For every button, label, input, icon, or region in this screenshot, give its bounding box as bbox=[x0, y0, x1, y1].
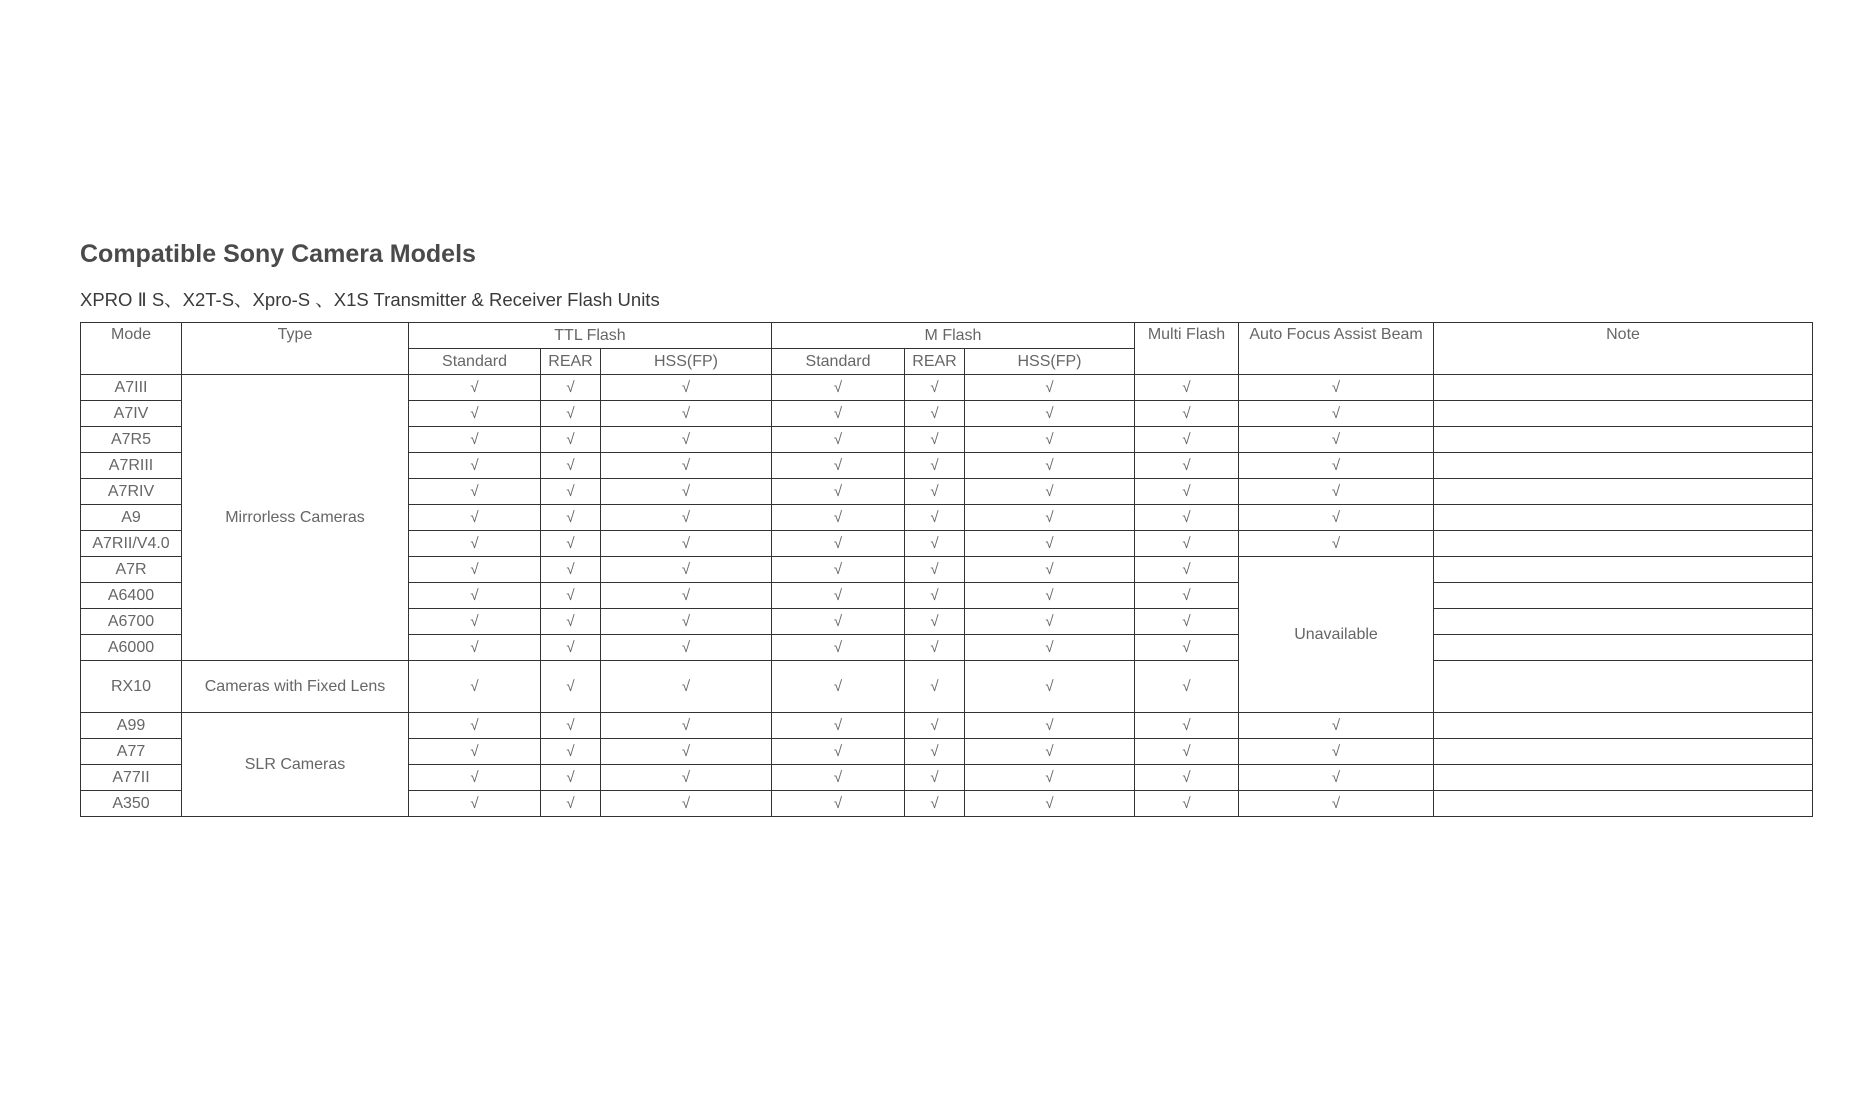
m-rear-check: √ bbox=[905, 583, 965, 609]
note-cell bbox=[1434, 453, 1813, 479]
multi-flash-check: √ bbox=[1135, 713, 1239, 739]
compatibility-table bbox=[80, 322, 1813, 817]
ttl-standard-check: √ bbox=[409, 713, 541, 739]
mode-cell: A9 bbox=[81, 505, 182, 531]
multi-flash-check: √ bbox=[1135, 401, 1239, 427]
af-assist-check: √ bbox=[1239, 375, 1434, 401]
note-cell bbox=[1434, 791, 1813, 817]
ttl-rear-check: √ bbox=[541, 583, 601, 609]
af-assist-check: √ bbox=[1239, 739, 1434, 765]
header-ttl-flash: TTL Flash bbox=[409, 323, 772, 349]
m-standard-check: √ bbox=[772, 661, 905, 713]
af-assist-check: √ bbox=[1239, 791, 1434, 817]
ttl-hss-check: √ bbox=[601, 531, 772, 557]
m-hss-check: √ bbox=[965, 791, 1135, 817]
note-cell bbox=[1434, 401, 1813, 427]
m-rear-check: √ bbox=[905, 713, 965, 739]
mode-cell: A7R bbox=[81, 557, 182, 583]
note-cell bbox=[1434, 661, 1813, 713]
m-hss-check: √ bbox=[965, 557, 1135, 583]
mode-cell: A7IV bbox=[81, 401, 182, 427]
ttl-hss-check: √ bbox=[601, 713, 772, 739]
header-m-standard: Standard bbox=[772, 349, 905, 375]
note-cell bbox=[1434, 557, 1813, 583]
note-cell bbox=[1434, 375, 1813, 401]
type-cell-slr: SLR Cameras bbox=[182, 713, 409, 817]
note-cell bbox=[1434, 531, 1813, 557]
ttl-standard-check: √ bbox=[409, 505, 541, 531]
ttl-hss-check: √ bbox=[601, 739, 772, 765]
ttl-rear-check: √ bbox=[541, 791, 601, 817]
m-rear-check: √ bbox=[905, 739, 965, 765]
af-assist-check: √ bbox=[1239, 531, 1434, 557]
type-cell-mirrorless: Mirrorless Cameras bbox=[182, 375, 409, 661]
ttl-hss-check: √ bbox=[601, 375, 772, 401]
ttl-hss-check: √ bbox=[601, 635, 772, 661]
ttl-rear-check: √ bbox=[541, 505, 601, 531]
ttl-standard-check: √ bbox=[409, 583, 541, 609]
note-cell bbox=[1434, 479, 1813, 505]
m-standard-check: √ bbox=[772, 505, 905, 531]
multi-flash-check: √ bbox=[1135, 531, 1239, 557]
multi-flash-check: √ bbox=[1135, 583, 1239, 609]
m-hss-check: √ bbox=[965, 609, 1135, 635]
ttl-standard-check: √ bbox=[409, 739, 541, 765]
multi-flash-check: √ bbox=[1135, 427, 1239, 453]
ttl-hss-check: √ bbox=[601, 505, 772, 531]
af-assist-check: √ bbox=[1239, 765, 1434, 791]
m-rear-check: √ bbox=[905, 557, 965, 583]
m-standard-check: √ bbox=[772, 557, 905, 583]
mode-cell: A7R5 bbox=[81, 427, 182, 453]
ttl-hss-check: √ bbox=[601, 791, 772, 817]
multi-flash-check: √ bbox=[1135, 505, 1239, 531]
ttl-standard-check: √ bbox=[409, 791, 541, 817]
m-hss-check: √ bbox=[965, 765, 1135, 791]
af-assist-check: √ bbox=[1239, 505, 1434, 531]
m-standard-check: √ bbox=[772, 479, 905, 505]
header-m-flash: M Flash bbox=[772, 323, 1135, 349]
ttl-standard-check: √ bbox=[409, 479, 541, 505]
m-hss-check: √ bbox=[965, 453, 1135, 479]
m-rear-check: √ bbox=[905, 479, 965, 505]
mode-cell: A350 bbox=[81, 791, 182, 817]
m-standard-check: √ bbox=[772, 713, 905, 739]
ttl-rear-check: √ bbox=[541, 375, 601, 401]
ttl-hss-check: √ bbox=[601, 583, 772, 609]
m-hss-check: √ bbox=[965, 531, 1135, 557]
af-assist-check: √ bbox=[1239, 453, 1434, 479]
note-cell bbox=[1434, 505, 1813, 531]
note-cell bbox=[1434, 609, 1813, 635]
mode-cell: A7RIII bbox=[81, 453, 182, 479]
af-assist-check: √ bbox=[1239, 427, 1434, 453]
m-hss-check: √ bbox=[965, 713, 1135, 739]
m-hss-check: √ bbox=[965, 375, 1135, 401]
header-type: Type bbox=[182, 323, 409, 375]
m-standard-check: √ bbox=[772, 635, 905, 661]
m-hss-check: √ bbox=[965, 739, 1135, 765]
m-rear-check: √ bbox=[905, 531, 965, 557]
ttl-rear-check: √ bbox=[541, 661, 601, 713]
af-assist-check: √ bbox=[1239, 401, 1434, 427]
m-hss-check: √ bbox=[965, 583, 1135, 609]
page-subtitle: XPRO Ⅱ S、X2T-S、Xpro-S 、X1S Transmitter & Receiver Flash Units bbox=[80, 289, 660, 310]
m-standard-check: √ bbox=[772, 427, 905, 453]
mode-cell: A6700 bbox=[81, 609, 182, 635]
table-row bbox=[81, 375, 1813, 401]
table-row bbox=[81, 661, 1813, 713]
header-af-assist-beam: Auto Focus Assist Beam bbox=[1239, 323, 1434, 375]
header-note: Note bbox=[1434, 323, 1813, 375]
m-rear-check: √ bbox=[905, 661, 965, 713]
mode-cell: A7III bbox=[81, 375, 182, 401]
af-assist-check: √ bbox=[1239, 713, 1434, 739]
ttl-standard-check: √ bbox=[409, 401, 541, 427]
ttl-hss-check: √ bbox=[601, 427, 772, 453]
ttl-rear-check: √ bbox=[541, 479, 601, 505]
af-assist-check: √ bbox=[1239, 479, 1434, 505]
m-standard-check: √ bbox=[772, 531, 905, 557]
m-hss-check: √ bbox=[965, 427, 1135, 453]
ttl-hss-check: √ bbox=[601, 401, 772, 427]
mode-cell: A99 bbox=[81, 713, 182, 739]
ttl-standard-check: √ bbox=[409, 609, 541, 635]
ttl-rear-check: √ bbox=[541, 609, 601, 635]
multi-flash-check: √ bbox=[1135, 661, 1239, 713]
ttl-rear-check: √ bbox=[541, 427, 601, 453]
ttl-hss-check: √ bbox=[601, 453, 772, 479]
ttl-rear-check: √ bbox=[541, 453, 601, 479]
m-rear-check: √ bbox=[905, 401, 965, 427]
ttl-hss-check: √ bbox=[601, 661, 772, 713]
header-ttl-rear: REAR bbox=[541, 349, 601, 375]
m-hss-check: √ bbox=[965, 401, 1135, 427]
multi-flash-check: √ bbox=[1135, 609, 1239, 635]
m-rear-check: √ bbox=[905, 609, 965, 635]
multi-flash-check: √ bbox=[1135, 479, 1239, 505]
ttl-rear-check: √ bbox=[541, 635, 601, 661]
af-assist-unavailable-cell: Unavailable bbox=[1239, 557, 1434, 713]
ttl-rear-check: √ bbox=[541, 765, 601, 791]
multi-flash-check: √ bbox=[1135, 635, 1239, 661]
mode-cell: A6400 bbox=[81, 583, 182, 609]
ttl-rear-check: √ bbox=[541, 739, 601, 765]
ttl-standard-check: √ bbox=[409, 531, 541, 557]
m-standard-check: √ bbox=[772, 609, 905, 635]
m-rear-check: √ bbox=[905, 635, 965, 661]
header-m-hss: HSS(FP) bbox=[965, 349, 1135, 375]
ttl-standard-check: √ bbox=[409, 635, 541, 661]
m-rear-check: √ bbox=[905, 505, 965, 531]
m-rear-check: √ bbox=[905, 765, 965, 791]
mode-cell: A6000 bbox=[81, 635, 182, 661]
mode-cell: A77 bbox=[81, 739, 182, 765]
multi-flash-check: √ bbox=[1135, 791, 1239, 817]
m-hss-check: √ bbox=[965, 661, 1135, 713]
m-hss-check: √ bbox=[965, 505, 1135, 531]
ttl-hss-check: √ bbox=[601, 557, 772, 583]
note-cell bbox=[1434, 427, 1813, 453]
multi-flash-check: √ bbox=[1135, 557, 1239, 583]
m-rear-check: √ bbox=[905, 791, 965, 817]
mode-cell: RX10 bbox=[81, 661, 182, 713]
ttl-standard-check: √ bbox=[409, 453, 541, 479]
m-rear-check: √ bbox=[905, 453, 965, 479]
multi-flash-check: √ bbox=[1135, 453, 1239, 479]
mode-cell: A77II bbox=[81, 765, 182, 791]
note-cell bbox=[1434, 765, 1813, 791]
ttl-standard-check: √ bbox=[409, 375, 541, 401]
note-cell bbox=[1434, 635, 1813, 661]
ttl-rear-check: √ bbox=[541, 713, 601, 739]
m-standard-check: √ bbox=[772, 583, 905, 609]
m-standard-check: √ bbox=[772, 791, 905, 817]
ttl-standard-check: √ bbox=[409, 427, 541, 453]
ttl-hss-check: √ bbox=[601, 609, 772, 635]
ttl-hss-check: √ bbox=[601, 765, 772, 791]
ttl-rear-check: √ bbox=[541, 557, 601, 583]
m-standard-check: √ bbox=[772, 453, 905, 479]
table-row bbox=[81, 713, 1813, 739]
header-multi-flash: Multi Flash bbox=[1135, 323, 1239, 375]
m-hss-check: √ bbox=[965, 635, 1135, 661]
multi-flash-check: √ bbox=[1135, 375, 1239, 401]
note-cell bbox=[1434, 739, 1813, 765]
m-standard-check: √ bbox=[772, 765, 905, 791]
header-m-rear: REAR bbox=[905, 349, 965, 375]
ttl-rear-check: √ bbox=[541, 531, 601, 557]
m-standard-check: √ bbox=[772, 739, 905, 765]
type-cell-fixed-lens: Cameras with Fixed Lens bbox=[182, 661, 409, 713]
mode-cell: A7RIV bbox=[81, 479, 182, 505]
ttl-hss-check: √ bbox=[601, 479, 772, 505]
ttl-standard-check: √ bbox=[409, 765, 541, 791]
m-standard-check: √ bbox=[772, 375, 905, 401]
note-cell bbox=[1434, 713, 1813, 739]
m-rear-check: √ bbox=[905, 427, 965, 453]
multi-flash-check: √ bbox=[1135, 765, 1239, 791]
header-ttl-hss: HSS(FP) bbox=[601, 349, 772, 375]
m-standard-check: √ bbox=[772, 401, 905, 427]
ttl-standard-check: √ bbox=[409, 661, 541, 713]
ttl-standard-check: √ bbox=[409, 557, 541, 583]
ttl-rear-check: √ bbox=[541, 401, 601, 427]
header-mode: Mode bbox=[81, 323, 182, 375]
m-hss-check: √ bbox=[965, 479, 1135, 505]
page-title: Compatible Sony Camera Models bbox=[80, 240, 476, 268]
m-rear-check: √ bbox=[905, 375, 965, 401]
mode-cell: A7RII/V4.0 bbox=[81, 531, 182, 557]
note-cell bbox=[1434, 583, 1813, 609]
header-ttl-standard: Standard bbox=[409, 349, 541, 375]
multi-flash-check: √ bbox=[1135, 739, 1239, 765]
